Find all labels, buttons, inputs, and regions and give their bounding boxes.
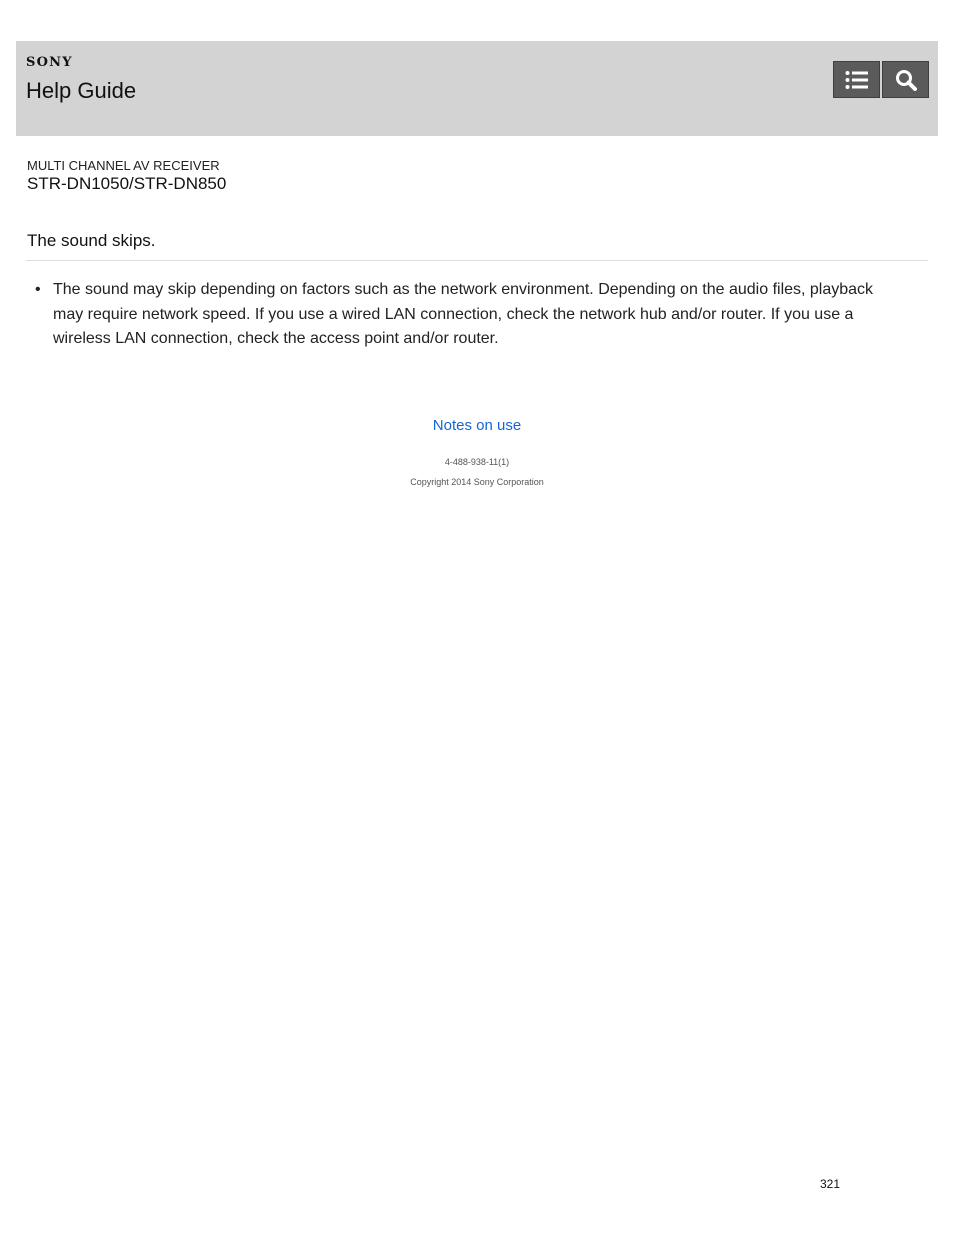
document-number: 4-488-938-11(1) (444, 457, 510, 467)
list-icon (845, 70, 869, 90)
list-item (27, 278, 907, 352)
related-link-container (0, 417, 954, 434)
notes-on-use-link[interactable]: Notes on use (432, 417, 522, 434)
list-item-text: The sound may skip depending on factors such as the network environment. Depending on the audio files, playback may require network speed. If you use a wired LAN connection, check the network hub and/or router. If you use a wireless LAN connection, check the access point and/or router. (53, 281, 874, 347)
content-list (27, 278, 907, 352)
brand-logo: SONY (26, 55, 73, 70)
bullet-icon: • (35, 281, 41, 298)
page-number: 321 (820, 1177, 841, 1191)
copyright: Copyright 2014 Sony Corporation (410, 477, 544, 487)
product-category: MULTI CHANNEL AV RECEIVER (27, 158, 220, 173)
topic-title: The sound skips. (27, 231, 156, 250)
site-header (16, 41, 938, 136)
product-model: STR-DN1050/STR-DN850 (27, 174, 227, 193)
guide-title: Help Guide (26, 78, 137, 103)
header-buttons (833, 61, 929, 98)
divider (26, 260, 928, 261)
search-icon (895, 69, 917, 91)
search-button[interactable] (882, 61, 929, 98)
toc-button[interactable] (833, 61, 880, 98)
